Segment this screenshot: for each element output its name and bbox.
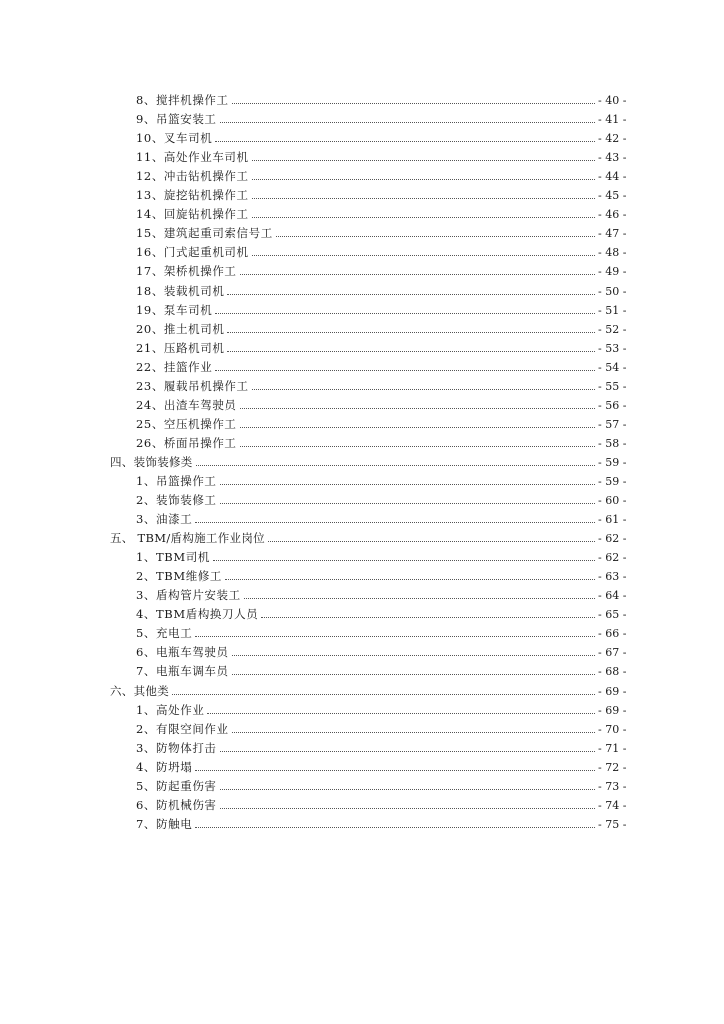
toc-entry[interactable] — [0, 812, 724, 831]
toc-page-number: - 60 - — [598, 494, 627, 508]
toc-page-number: - 69 - — [598, 703, 627, 717]
toc-entry[interactable] — [0, 393, 724, 412]
toc-dot-leader — [227, 350, 595, 352]
toc-entry-label: 四、装饰装修类 — [110, 454, 193, 469]
toc-page-number: - 64 - — [598, 589, 627, 603]
toc-entry[interactable] — [0, 221, 724, 240]
toc-entry[interactable] — [0, 183, 724, 202]
toc-entry-label: 3、防物体打击 — [136, 740, 217, 755]
toc-dot-leader — [232, 731, 595, 733]
toc-section-entry[interactable] — [0, 678, 724, 697]
toc-page-number: - 40 - — [598, 94, 627, 108]
toc-page-number: - 72 - — [598, 760, 627, 774]
toc-page-number: - 74 - — [598, 798, 627, 812]
toc-page-number: - 71 - — [598, 741, 627, 755]
toc-page-number: - 57 - — [598, 417, 627, 431]
toc-entry-label: 17、架桥机操作工 — [136, 264, 237, 279]
toc-dot-leader — [252, 254, 595, 256]
toc-dot-leader — [220, 502, 595, 504]
toc-page-number: - 52 - — [598, 322, 627, 336]
toc-page-number: - 69 - — [598, 684, 627, 698]
toc-entry-label: 5、防起重伤害 — [136, 778, 217, 793]
toc-entry-label: 7、防触电 — [136, 816, 193, 831]
toc-entry-label: 13、旋挖钻机操作工 — [136, 188, 249, 203]
toc-entry[interactable] — [0, 278, 724, 297]
toc-entry[interactable] — [0, 545, 724, 564]
toc-dot-leader — [240, 426, 595, 428]
toc-entry-label: 2、有限空间作业 — [136, 721, 229, 736]
toc-entry[interactable] — [0, 736, 724, 755]
toc-page-number: - 43 - — [598, 151, 627, 165]
toc-entry[interactable] — [0, 240, 724, 259]
toc-page-number: - 45 - — [598, 189, 627, 203]
toc-entry-label: 23、履载吊机操作工 — [136, 378, 249, 393]
toc-entry[interactable] — [0, 374, 724, 393]
toc-dot-leader — [232, 654, 595, 656]
toc-dot-leader — [172, 693, 595, 695]
toc-dot-leader — [240, 445, 595, 447]
toc-dot-leader — [220, 807, 595, 809]
toc-dot-leader — [276, 235, 595, 237]
toc-entry[interactable] — [0, 355, 724, 374]
toc-entry[interactable] — [0, 164, 724, 183]
toc-entry-label: 12、冲击钻机操作工 — [136, 169, 249, 184]
toc-entry-label: 4、防坍塌 — [136, 759, 193, 774]
toc-entry[interactable] — [0, 602, 724, 621]
toc-entry[interactable] — [0, 202, 724, 221]
toc-entry[interactable] — [0, 126, 724, 145]
toc-entry[interactable] — [0, 621, 724, 640]
toc-entry-label: 7、电瓶车调车员 — [136, 664, 229, 679]
toc-entry-label: 6、防机械伤害 — [136, 797, 217, 812]
toc-entry-label: 19、泵车司机 — [136, 302, 213, 317]
toc-dot-leader — [195, 635, 595, 637]
toc-entry-label: 25、空压机操作工 — [136, 416, 237, 431]
toc-dot-leader — [252, 216, 595, 218]
toc-page-number: - 61 - — [598, 513, 627, 527]
toc-dot-leader — [215, 140, 595, 142]
toc-entry[interactable] — [0, 317, 724, 336]
toc-entry[interactable] — [0, 507, 724, 526]
toc-page-number: - 53 - — [598, 341, 627, 355]
toc-dot-leader — [240, 273, 595, 275]
toc-entry[interactable] — [0, 488, 724, 507]
toc-entry-label: 2、装饰装修工 — [136, 493, 217, 508]
toc-dot-leader — [244, 597, 595, 599]
toc-entry-label: 五、 TBM/盾构施工作业岗位 — [110, 531, 265, 546]
toc-section-entry[interactable] — [0, 526, 724, 545]
toc-page-number: - 70 - — [598, 722, 627, 736]
toc-entry-label: 15、建筑起重司索信号工 — [136, 226, 273, 241]
toc-entry-label: 9、吊篮安装工 — [136, 112, 217, 127]
toc-entry-label: 8、搅拌机操作工 — [136, 93, 229, 108]
toc-page-number: - 46 - — [598, 208, 627, 222]
toc-dot-leader — [261, 616, 595, 618]
toc-entry-label: 3、盾构管片安装工 — [136, 588, 241, 603]
toc-page-number: - 42 - — [598, 132, 627, 146]
toc-dot-leader — [252, 159, 595, 161]
toc-entry-label: 20、推土机司机 — [136, 321, 225, 336]
toc-entry-label: 1、TBM司机 — [136, 550, 210, 565]
toc-dot-leader — [215, 312, 595, 314]
toc-dot-leader — [207, 712, 595, 714]
toc-dot-leader — [232, 102, 595, 104]
toc-entry-label: 26、桥面吊操作工 — [136, 435, 237, 450]
toc-entry-label: 16、门式起重机司机 — [136, 245, 249, 260]
toc-dot-leader — [195, 769, 595, 771]
toc-page-number: - 62 - — [598, 551, 627, 565]
toc-entry[interactable] — [0, 583, 724, 602]
toc-entry[interactable] — [0, 431, 724, 450]
toc-page-number: - 68 - — [598, 665, 627, 679]
toc-entry-label: 1、高处作业 — [136, 702, 205, 717]
toc-dot-leader — [252, 388, 595, 390]
toc-entry-label: 21、压路机司机 — [136, 340, 225, 355]
toc-page-number: - 41 - — [598, 113, 627, 127]
toc-entry[interactable] — [0, 298, 724, 317]
toc-dot-leader — [225, 578, 595, 580]
toc-entry[interactable] — [0, 640, 724, 659]
toc-page-number: - 62 - — [598, 532, 627, 546]
toc-dot-leader — [220, 788, 595, 790]
toc-page-number: - 65 - — [598, 608, 627, 622]
toc-entry[interactable] — [0, 564, 724, 583]
toc-entry[interactable] — [0, 659, 724, 678]
toc-page-number: - 58 - — [598, 436, 627, 450]
toc-page-number: - 67 - — [598, 646, 627, 660]
toc-dot-leader — [232, 673, 595, 675]
toc-page-number: - 66 - — [598, 627, 627, 641]
toc-dot-leader — [195, 826, 595, 828]
toc-entry[interactable] — [0, 793, 724, 812]
toc-entry-label: 2、TBM维修工 — [136, 569, 223, 584]
toc-entry[interactable] — [0, 698, 724, 717]
toc-entry-label: 1、吊篮操作工 — [136, 473, 217, 488]
toc-entry[interactable] — [0, 259, 724, 278]
table-of-contents — [0, 88, 724, 831]
toc-dot-leader — [240, 407, 595, 409]
toc-entry[interactable] — [0, 336, 724, 355]
toc-entry-label: 4、TBM盾构换刀人员 — [136, 607, 259, 622]
toc-entry-label: 3、油漆工 — [136, 512, 193, 527]
toc-page-number: - 63 - — [598, 570, 627, 584]
toc-page-number: - 48 - — [598, 246, 627, 260]
toc-entry-label: 14、回旋钻机操作工 — [136, 207, 249, 222]
toc-entry[interactable] — [0, 774, 724, 793]
toc-page-number: - 50 - — [598, 284, 627, 298]
toc-entry[interactable] — [0, 107, 724, 126]
toc-dot-leader — [213, 559, 595, 561]
toc-entry-label: 18、装载机司机 — [136, 283, 225, 298]
toc-entry-label: 5、充电工 — [136, 626, 193, 641]
toc-dot-leader — [220, 483, 595, 485]
toc-dot-leader — [196, 464, 595, 466]
toc-page-number: - 55 - — [598, 379, 627, 393]
toc-entry[interactable] — [0, 412, 724, 431]
toc-section-entry[interactable] — [0, 450, 724, 469]
toc-page-number: - 51 - — [598, 303, 627, 317]
toc-entry[interactable] — [0, 755, 724, 774]
toc-dot-leader — [195, 521, 595, 523]
toc-entry[interactable] — [0, 717, 724, 736]
toc-page-number: - 73 - — [598, 779, 627, 793]
toc-dot-leader — [215, 369, 595, 371]
toc-page-number: - 59 - — [598, 474, 627, 488]
toc-page-number: - 47 - — [598, 227, 627, 241]
toc-dot-leader — [268, 540, 595, 542]
toc-dot-leader — [227, 293, 595, 295]
toc-page-number: - 54 - — [598, 360, 627, 374]
toc-dot-leader — [227, 331, 595, 333]
toc-entry-label: 24、出渣车驾驶员 — [136, 397, 237, 412]
toc-entry[interactable] — [0, 145, 724, 164]
toc-entry-label: 22、挂篮作业 — [136, 359, 213, 374]
toc-page-number: - 59 - — [598, 455, 627, 469]
toc-dot-leader — [252, 197, 595, 199]
toc-entry-label: 11、高处作业车司机 — [136, 150, 249, 165]
toc-entry[interactable] — [0, 88, 724, 107]
toc-page-number: - 56 - — [598, 398, 627, 412]
toc-page-number: - 75 - — [598, 817, 627, 831]
toc-dot-leader — [252, 178, 595, 180]
toc-page-number: - 44 - — [598, 170, 627, 184]
toc-entry-label: 六、其他类 — [110, 683, 169, 698]
toc-dot-leader — [220, 750, 595, 752]
toc-page-number: - 49 - — [598, 265, 627, 279]
toc-entry-label: 6、电瓶车驾驶员 — [136, 645, 229, 660]
toc-dot-leader — [220, 121, 595, 123]
toc-entry-label: 10、叉车司机 — [136, 131, 213, 146]
toc-entry[interactable] — [0, 469, 724, 488]
